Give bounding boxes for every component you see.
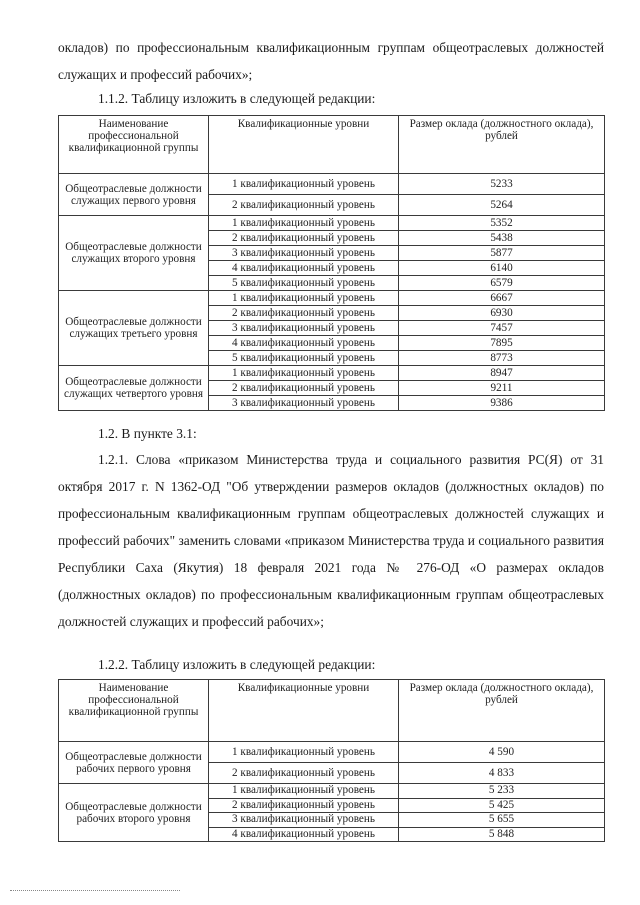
level-cell: 1 квалификационный уровень — [209, 291, 399, 306]
heading-1-2-2: 1.2.2. Таблицу изложить в следующей редакции: — [98, 657, 376, 672]
salary-cell: 5 655 — [399, 813, 605, 828]
salary-cell: 6930 — [399, 306, 605, 321]
table-row — [59, 291, 605, 306]
level-cell: 3 квалификационный уровень — [209, 396, 399, 411]
level-cell: 3 квалификационный уровень — [209, 813, 399, 828]
header-levels: Квалификационные уровни — [209, 680, 399, 742]
group-name-cell: Общеотраслевые должности служащих первого уровня — [59, 174, 209, 216]
salary-cell: 6579 — [399, 276, 605, 291]
salary-cell: 6140 — [399, 261, 605, 276]
level-cell: 2 квалификационный уровень — [209, 798, 399, 813]
salary-cell: 7457 — [399, 321, 605, 336]
salary-cell: 5 233 — [399, 784, 605, 799]
header-salary: Размер оклада (должностного оклада), рублей — [399, 680, 605, 742]
level-cell: 5 квалификационный уровень — [209, 276, 399, 291]
level-cell: 4 квалификационный уровень — [209, 336, 399, 351]
salary-table-employees — [58, 115, 605, 411]
header-salary: Размер оклада (должностного оклада), рублей — [399, 116, 605, 174]
scan-edge-dots — [10, 890, 180, 893]
table-row — [59, 784, 605, 799]
header-group-name: Наименование профессиональной квалификационной группы — [59, 116, 209, 174]
paragraph-1-2-1: 1.2.1. Слова «приказом Министерства труда и социального развития РС(Я) от 31 октября 2017 г. N 1362-ОД "Об утверждении размеров окладов (должностных окладов) по профессиональным квалификационным группам общеотраслевых должностей служащих и профессий рабочих" заменить словами «приказом Министерства труда и социального развития Республики Саха (Якутия) 18 февраля 2021 года № 276-ОД «О размерах окладов (должностных окладов) по профессиональным квалификационным группам общеотраслевых должностей служащих и профессий рабочих»; — [58, 452, 604, 629]
salary-cell: 8773 — [399, 351, 605, 366]
salary-cell: 4 590 — [399, 742, 605, 763]
level-cell: 1 квалификационный уровень — [209, 174, 399, 195]
table-row — [59, 366, 605, 381]
salary-cell: 8947 — [399, 366, 605, 381]
table-row — [59, 216, 605, 231]
level-cell: 1 квалификационный уровень — [209, 216, 399, 231]
level-cell: 1 квалификационный уровень — [209, 366, 399, 381]
group-name-cell: Общеотраслевые должности служащих второго уровня — [59, 216, 209, 291]
salary-cell: 5 425 — [399, 798, 605, 813]
table-row — [59, 742, 605, 763]
salary-cell: 5877 — [399, 246, 605, 261]
salary-cell: 7895 — [399, 336, 605, 351]
header-levels: Квалификационные уровни — [209, 116, 399, 174]
header-group-name: Наименование профессиональной квалификационной группы — [59, 680, 209, 742]
level-cell: 2 квалификационный уровень — [209, 763, 399, 784]
level-cell: 2 квалификационный уровень — [209, 231, 399, 246]
table-header-row — [59, 116, 605, 174]
group-name-cell: Общеотраслевые должности рабочих первого уровня — [59, 742, 209, 784]
salary-cell: 5352 — [399, 216, 605, 231]
group-name-cell: Общеотраслевые должности служащих четвертого уровня — [59, 366, 209, 411]
level-cell: 2 квалификационный уровень — [209, 306, 399, 321]
table-header-row — [59, 680, 605, 742]
level-cell: 1 квалификационный уровень — [209, 784, 399, 799]
level-cell: 3 квалификационный уровень — [209, 321, 399, 336]
level-cell: 2 квалификационный уровень — [209, 195, 399, 216]
level-cell: 5 квалификационный уровень — [209, 351, 399, 366]
salary-cell: 5 848 — [399, 827, 605, 842]
level-cell: 4 квалификационный уровень — [209, 261, 399, 276]
salary-cell: 9386 — [399, 396, 605, 411]
table-row — [59, 174, 605, 195]
group-name-cell: Общеотраслевые должности служащих третьего уровня — [59, 291, 209, 366]
salary-cell: 6667 — [399, 291, 605, 306]
level-cell: 3 квалификационный уровень — [209, 246, 399, 261]
salary-table-workers — [58, 679, 605, 842]
salary-cell: 5233 — [399, 174, 605, 195]
paragraph-continuation: окладов) по профессиональным квалификационным группам общеотраслевых должностей служащих и профессий рабочих»; — [58, 40, 604, 82]
heading-1-1-2: 1.1.2. Таблицу изложить в следующей редакции: — [98, 91, 376, 106]
salary-cell: 5264 — [399, 195, 605, 216]
salary-cell: 9211 — [399, 381, 605, 396]
level-cell: 1 квалификационный уровень — [209, 742, 399, 763]
level-cell: 4 квалификационный уровень — [209, 827, 399, 842]
heading-1-2: 1.2. В пункте 3.1: — [98, 426, 197, 441]
level-cell: 2 квалификационный уровень — [209, 381, 399, 396]
salary-cell: 4 833 — [399, 763, 605, 784]
salary-cell: 5438 — [399, 231, 605, 246]
group-name-cell: Общеотраслевые должности рабочих второго уровня — [59, 784, 209, 842]
